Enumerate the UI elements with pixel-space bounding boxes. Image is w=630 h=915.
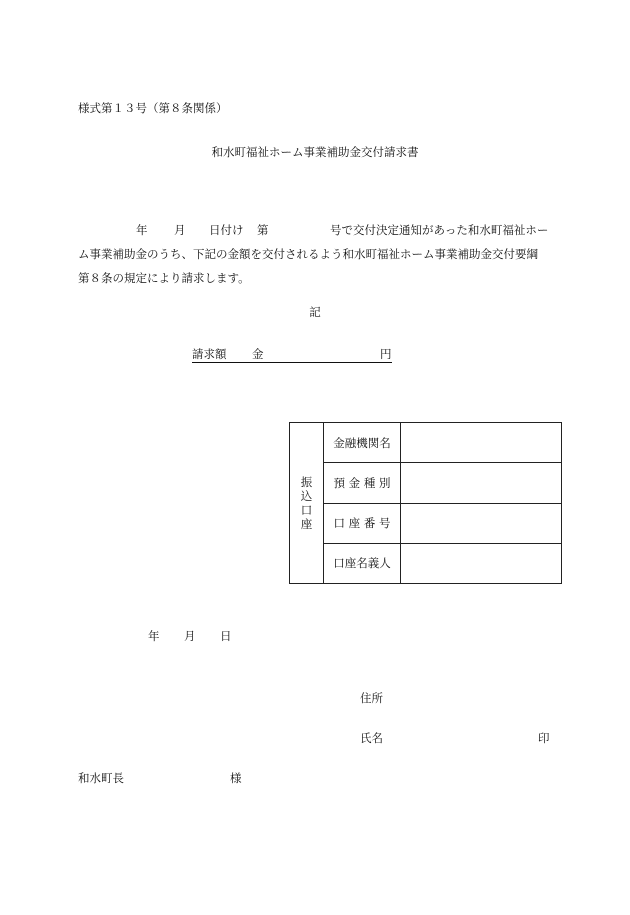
- seal-mark: 印: [538, 731, 550, 745]
- date-year-label: 年: [148, 629, 160, 643]
- address-label: 住所: [360, 691, 383, 705]
- bank-name-label: 金融機関名: [324, 423, 401, 463]
- year-label: 年: [136, 223, 148, 237]
- month-label: 月: [174, 223, 186, 237]
- addressee-honorific: 様: [230, 771, 242, 785]
- account-holder-label: 口座名義人: [324, 543, 401, 583]
- bank-name-field[interactable]: [401, 423, 562, 463]
- number-prefix: 第: [257, 223, 269, 237]
- claim-amount-line: [192, 346, 392, 363]
- claim-kin: 金: [252, 347, 264, 361]
- claim-label: 請求額: [192, 347, 227, 361]
- account-number-field[interactable]: [401, 503, 562, 543]
- date-day-label: 日: [220, 629, 232, 643]
- date-month-label: 月: [184, 629, 196, 643]
- account-type-label: 預 金 種 別: [324, 463, 401, 503]
- addressee-mayor: 和水町長: [78, 771, 124, 785]
- body-line-3: 第８条の規定により請求します。: [78, 271, 250, 285]
- bank-account-table: [289, 422, 562, 584]
- account-type-field[interactable]: [401, 463, 562, 503]
- body-line-2: ム事業補助金のうち、下記の金額を交付されるよう和水町福祉ホーム事業補助金交付要綱: [78, 247, 538, 261]
- form-number: 様式第１３号（第８条関係）: [78, 101, 228, 115]
- name-label: 氏名: [360, 731, 383, 745]
- account-holder-field[interactable]: [401, 543, 562, 583]
- body-line-1-rest: 号で交付決定通知があった和水町福祉ホー: [330, 223, 549, 237]
- transfer-account-label: 振 込 口 座: [290, 423, 324, 584]
- account-number-label: 口 座 番 号: [324, 503, 401, 543]
- ki-heading: 記: [309, 305, 321, 319]
- claim-yen: 円: [380, 347, 392, 361]
- dated-label: 日付け: [209, 223, 244, 237]
- document-title: 和水町福祉ホーム事業補助金交付請求書: [211, 145, 419, 159]
